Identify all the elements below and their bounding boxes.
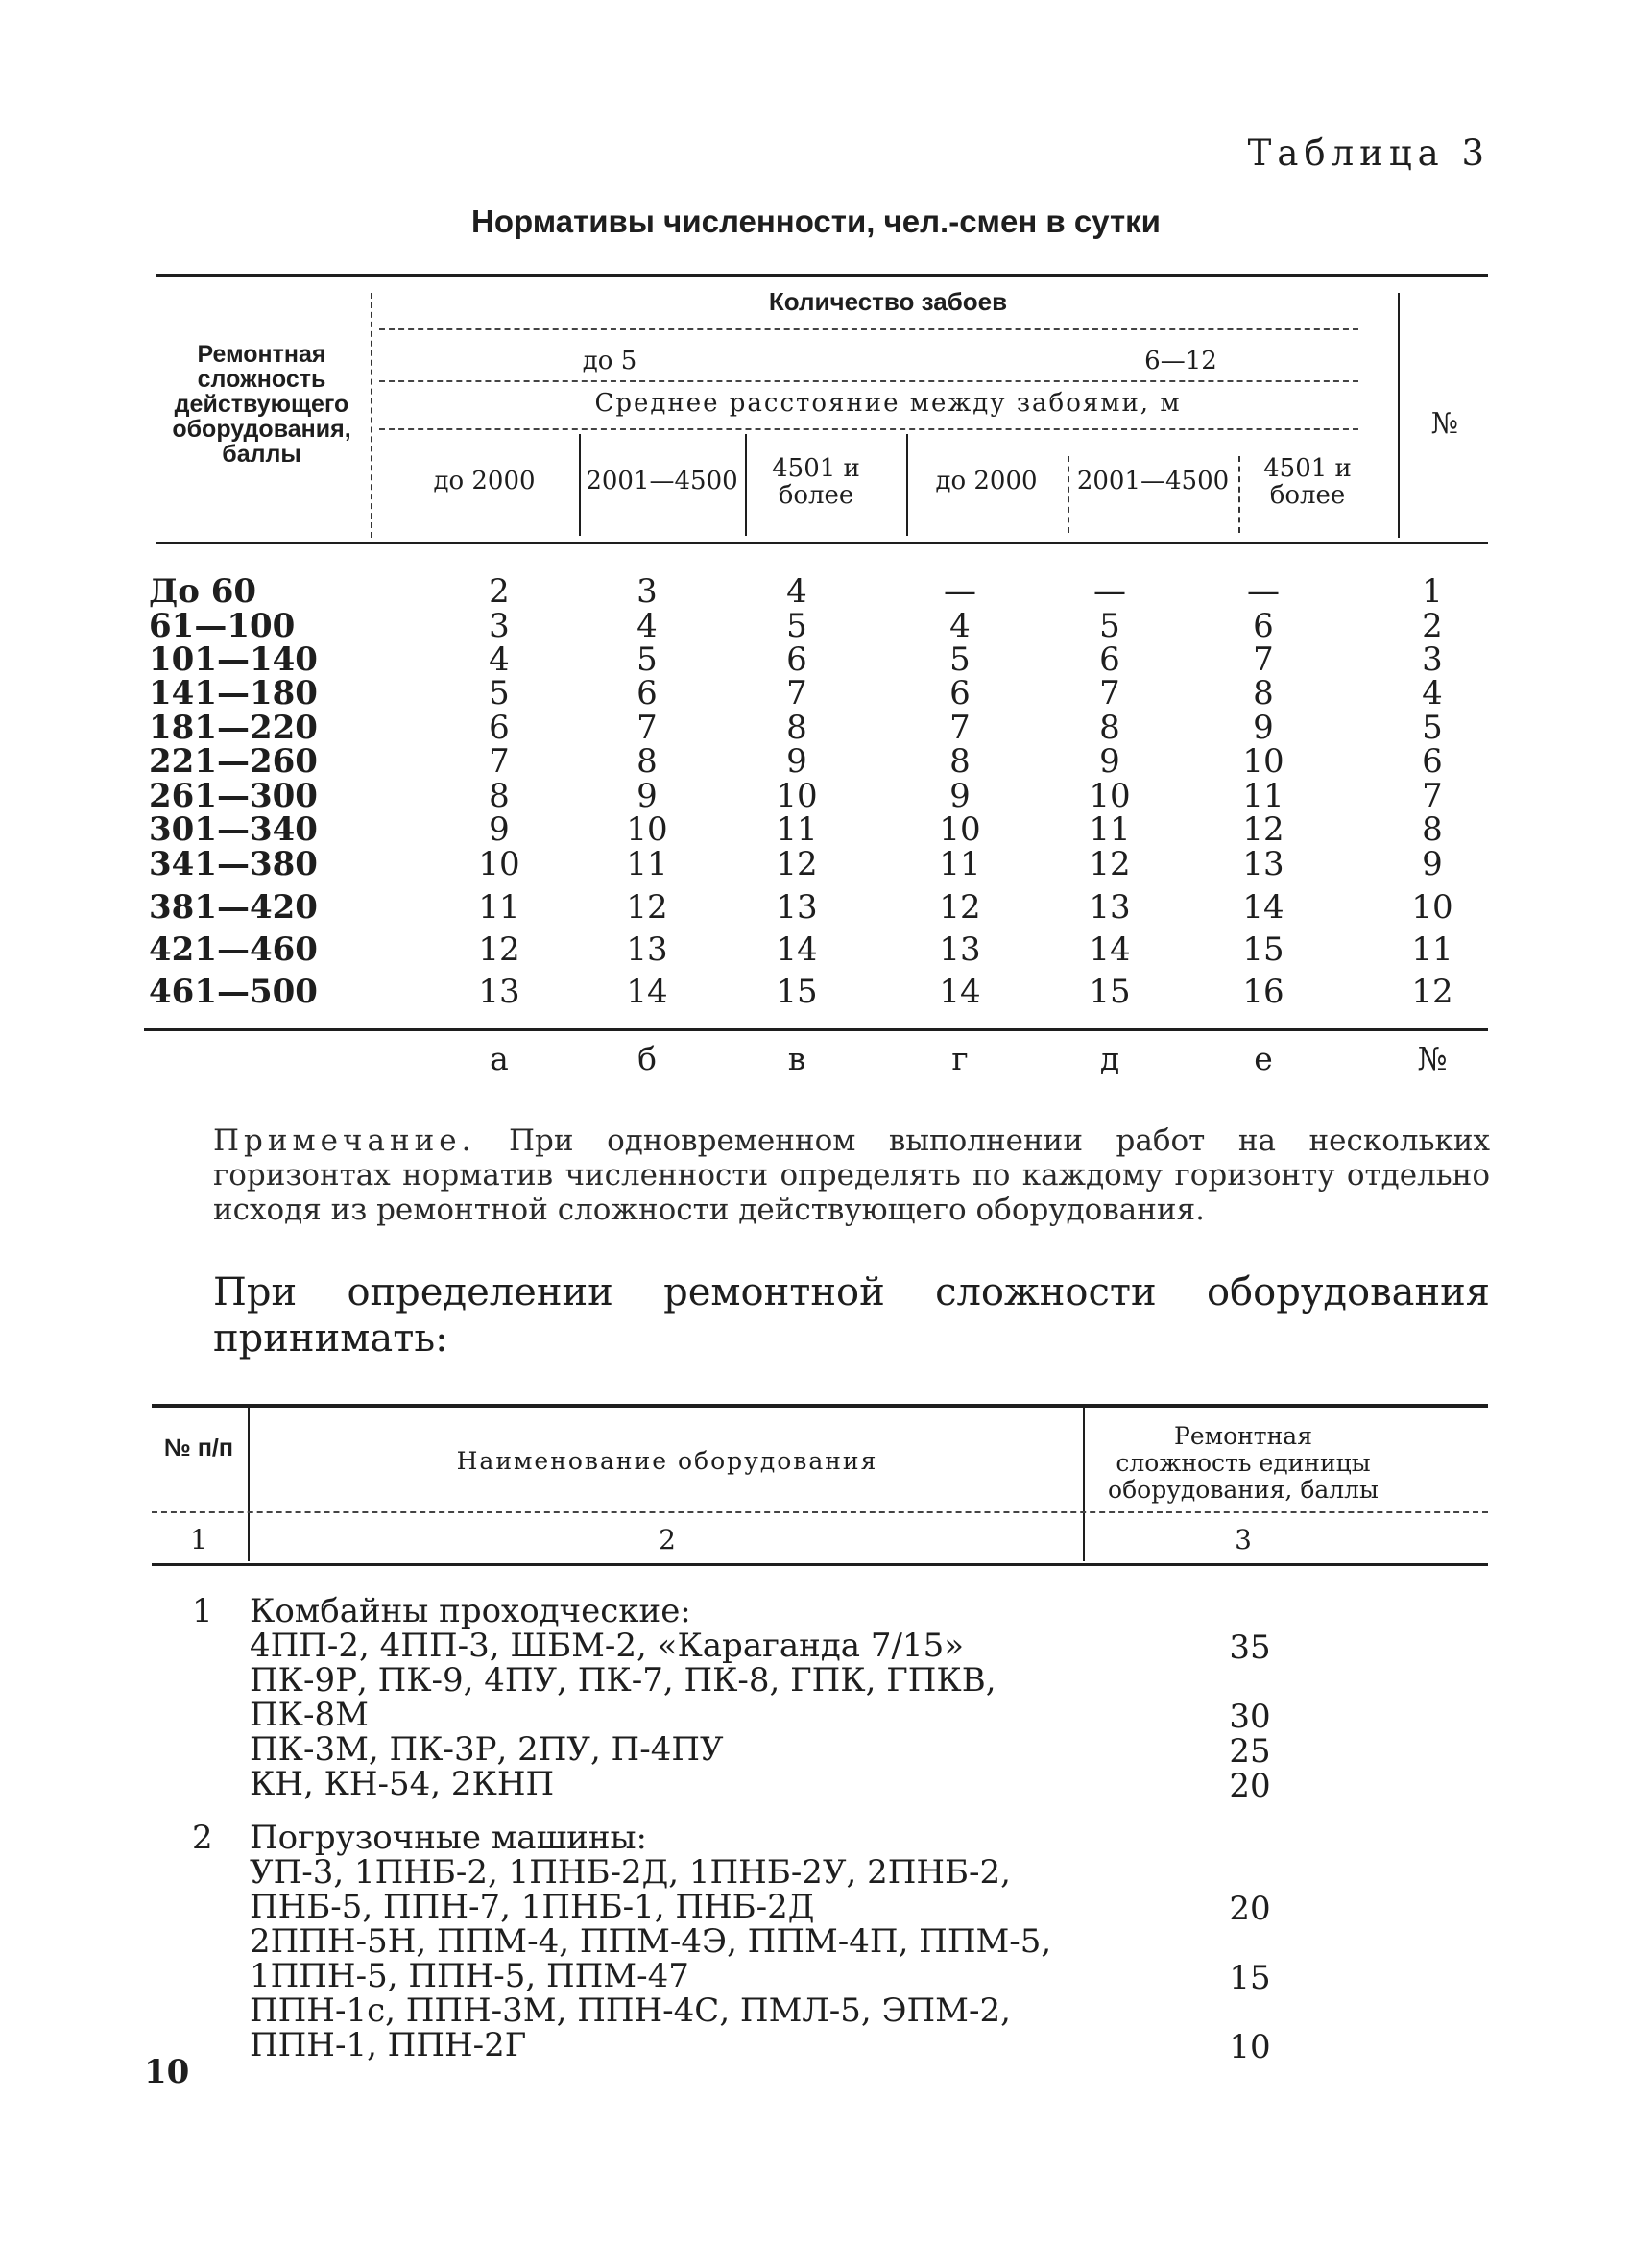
row-label: 381—420 bbox=[149, 888, 318, 927]
complexity-value: 35 bbox=[1229, 1629, 1271, 1667]
cell-b: 13 bbox=[626, 930, 668, 969]
eq-header-complexity: Ремонтная сложность единицы оборудования, баллы bbox=[1108, 1422, 1379, 1504]
cell-e: — bbox=[1247, 572, 1280, 611]
cell-b: 3 bbox=[636, 572, 658, 611]
header-bottom-rule bbox=[156, 542, 1488, 544]
cell-a: 7 bbox=[489, 742, 510, 781]
cell-e: 10 bbox=[1242, 742, 1284, 781]
cell-d: 13 bbox=[1089, 888, 1131, 927]
equipment-line: ПК-8М bbox=[250, 1696, 369, 1734]
eq-header-bottom-rule bbox=[152, 1563, 1488, 1566]
sub-vsep-3 bbox=[906, 434, 908, 536]
cell-g: 6 bbox=[949, 674, 971, 712]
cell-d: — bbox=[1093, 572, 1126, 611]
row-label: 181—220 bbox=[149, 709, 318, 747]
cell-a: 13 bbox=[478, 973, 520, 1011]
table-top-rule bbox=[156, 274, 1488, 277]
header-faces-count: Количество забоев bbox=[768, 287, 1008, 316]
cell-d: 7 bbox=[1099, 674, 1120, 712]
page-number: 10 bbox=[144, 2053, 190, 2091]
footer-col-a: а bbox=[490, 1040, 509, 1077]
footer-col-b: б bbox=[637, 1040, 657, 1077]
equipment-line: ПК-9Р, ПК-9, 4ПУ, ПК-7, ПК-8, ГПК, ГПКВ, bbox=[250, 1661, 996, 1700]
eq-header-number bbox=[156, 1435, 242, 1461]
footer-col-e: е bbox=[1254, 1040, 1273, 1077]
cell-n: 3 bbox=[1422, 640, 1443, 679]
cell-v: 12 bbox=[776, 845, 818, 883]
cell-e: 15 bbox=[1242, 930, 1284, 969]
cell-a: 4 bbox=[489, 640, 510, 679]
cell-d: 5 bbox=[1099, 607, 1120, 645]
cell-v: 8 bbox=[786, 709, 807, 747]
sub-vsep-2 bbox=[745, 434, 747, 536]
cell-g: 11 bbox=[939, 845, 981, 883]
cell-d: 15 bbox=[1089, 973, 1131, 1011]
cell-e: 16 bbox=[1242, 973, 1284, 1011]
cell-b: 6 bbox=[636, 674, 658, 712]
header-vsep-left bbox=[371, 293, 372, 538]
cell-n: 1 bbox=[1422, 572, 1443, 611]
cell-v: 13 bbox=[776, 888, 818, 927]
complexity-value: 30 bbox=[1229, 1698, 1271, 1736]
equipment-line: 4ПП-2, 4ПП-3, ШБМ-2, «Караганда 7/15» bbox=[250, 1627, 964, 1665]
cell-e: 13 bbox=[1242, 845, 1284, 883]
cell-a: 9 bbox=[489, 810, 510, 849]
note-prefix: Примечание. bbox=[213, 1123, 476, 1158]
eq-header-rule bbox=[152, 1511, 1488, 1513]
cell-b: 11 bbox=[626, 845, 668, 883]
cell-e: 7 bbox=[1253, 640, 1274, 679]
cell-e: 11 bbox=[1242, 777, 1284, 815]
equipment-line: ПК-3М, ПК-3Р, 2ПУ, П-4ПУ bbox=[250, 1730, 724, 1769]
sub-header-e: 4501 и более bbox=[1263, 454, 1352, 510]
row-label: 221—260 bbox=[149, 742, 318, 781]
group-title: Погрузочные машины: bbox=[250, 1819, 648, 1857]
cell-a: 11 bbox=[478, 888, 520, 927]
table-title: Нормативы численности, чел.-смен в сутки bbox=[471, 204, 1161, 239]
header-complexity: Ремонтная сложность действующего оборудования, баллы bbox=[172, 341, 351, 468]
cell-v: 5 bbox=[786, 607, 807, 645]
cell-n: 7 bbox=[1422, 777, 1443, 815]
cell-d: 6 bbox=[1099, 640, 1120, 679]
equipment-line: КН, КН-54, 2КНП bbox=[250, 1765, 555, 1803]
cell-v: 4 bbox=[786, 572, 807, 611]
cell-g: 8 bbox=[949, 742, 971, 781]
cell-n: 2 bbox=[1422, 607, 1443, 645]
cell-e: 14 bbox=[1242, 888, 1284, 927]
sub-vsep-5 bbox=[1238, 456, 1240, 533]
footer-col-d: д bbox=[1099, 1040, 1120, 1077]
row-label: 101—140 bbox=[149, 640, 318, 679]
cell-d: 12 bbox=[1089, 845, 1131, 883]
footer-col-number: № bbox=[1417, 1040, 1448, 1077]
equipment-line: ППН-1с, ППН-3М, ППН-4С, ПМЛ-5, ЭПМ-2, bbox=[250, 1991, 1011, 2030]
cell-b: 10 bbox=[626, 810, 668, 849]
cell-a: 10 bbox=[478, 845, 520, 883]
cell-v: 7 bbox=[786, 674, 807, 712]
cell-a: 12 bbox=[478, 930, 520, 969]
cell-v: 9 bbox=[786, 742, 807, 781]
eq-table-top-rule bbox=[152, 1404, 1488, 1408]
complexity-value: 10 bbox=[1229, 2028, 1271, 2066]
header-rule-2 bbox=[379, 380, 1358, 382]
header-avg-distance: Среднее расстояние между забоями, м bbox=[594, 389, 1182, 418]
table-label: Таблица 3 bbox=[1247, 133, 1490, 174]
row-label: 461—500 bbox=[149, 973, 318, 1011]
cell-v: 14 bbox=[776, 930, 818, 969]
eq-header-number-label: № п/п bbox=[164, 1435, 233, 1461]
row-label: 141—180 bbox=[149, 674, 318, 712]
footer-col-v: в bbox=[787, 1040, 806, 1077]
cell-b: 9 bbox=[636, 777, 658, 815]
row-label: 341—380 bbox=[149, 845, 318, 883]
header-number: № bbox=[1430, 407, 1459, 441]
cell-g: 14 bbox=[939, 973, 981, 1011]
complexity-value: 25 bbox=[1229, 1732, 1271, 1771]
cell-g: 12 bbox=[939, 888, 981, 927]
lead-paragraph: При определении ремонтной сложности оборудования принимать: bbox=[213, 1270, 1490, 1361]
cell-e: 12 bbox=[1242, 810, 1284, 849]
cell-n: 9 bbox=[1422, 845, 1443, 883]
cell-e: 6 bbox=[1253, 607, 1274, 645]
cell-n: 8 bbox=[1422, 810, 1443, 849]
cell-b: 4 bbox=[636, 607, 658, 645]
cell-g: 10 bbox=[939, 810, 981, 849]
eq-header-name: Наименование оборудования bbox=[456, 1447, 878, 1475]
equipment-line: ПНБ-5, ППН-7, 1ПНБ-1, ПНБ-2Д bbox=[250, 1888, 815, 1926]
header-rule-1 bbox=[379, 328, 1358, 330]
complexity-value: 15 bbox=[1229, 1959, 1271, 1997]
eq-vsep-2 bbox=[1083, 1408, 1085, 1561]
cell-g: 9 bbox=[949, 777, 971, 815]
cell-b: 5 bbox=[636, 640, 658, 679]
row-label: 261—300 bbox=[149, 777, 318, 815]
header-group-1: до 5 bbox=[582, 347, 637, 375]
footer-col-g: г bbox=[951, 1040, 969, 1077]
cell-n: 11 bbox=[1411, 930, 1453, 969]
sub-header-b: 2001—4500 bbox=[586, 467, 738, 495]
cell-b: 14 bbox=[626, 973, 668, 1011]
eq-header-num-1: 1 bbox=[190, 1524, 207, 1556]
header-group-2: 6—12 bbox=[1144, 347, 1217, 375]
eq-header-num-2: 2 bbox=[659, 1524, 676, 1556]
row-label: 61—100 bbox=[149, 607, 296, 645]
cell-b: 12 bbox=[626, 888, 668, 927]
equipment-line: УП-3, 1ПНБ-2, 1ПНБ-2Д, 1ПНБ-2У, 2ПНБ-2, bbox=[250, 1853, 1011, 1892]
sub-vsep-1 bbox=[579, 434, 581, 536]
cell-a: 5 bbox=[489, 674, 510, 712]
cell-b: 8 bbox=[636, 742, 658, 781]
cell-g: 7 bbox=[949, 709, 971, 747]
cell-d: 10 bbox=[1089, 777, 1131, 815]
eq-vsep-1 bbox=[248, 1408, 250, 1561]
eq-header-num-3: 3 bbox=[1235, 1524, 1252, 1556]
cell-b: 7 bbox=[636, 709, 658, 747]
cell-n: 12 bbox=[1411, 973, 1453, 1011]
cell-n: 4 bbox=[1422, 674, 1443, 712]
row-label: До 60 bbox=[149, 572, 257, 611]
header-rule-3 bbox=[379, 428, 1358, 430]
cell-a: 2 bbox=[489, 572, 510, 611]
cell-v: 15 bbox=[776, 973, 818, 1011]
group-number: 2 bbox=[192, 1819, 213, 1857]
cell-g: 13 bbox=[939, 930, 981, 969]
table-note bbox=[213, 1123, 1490, 1227]
note-text: При одновременном выполнении работ на нескольких горизонтах норматив численности определять по каждому горизонту отдельно исходя из ремонтной сложности действующего оборудования. bbox=[213, 1123, 1490, 1227]
sub-header-a: до 2000 bbox=[433, 467, 536, 495]
cell-n: 6 bbox=[1422, 742, 1443, 781]
group-title: Комбайны проходческие: bbox=[250, 1592, 691, 1630]
equipment-line: ППН-1, ППН-2Г bbox=[250, 2026, 527, 2064]
cell-g: 5 bbox=[949, 640, 971, 679]
cell-g: 4 bbox=[949, 607, 971, 645]
cell-v: 6 bbox=[786, 640, 807, 679]
cell-e: 8 bbox=[1253, 674, 1274, 712]
sub-header-v: 4501 и более bbox=[772, 454, 860, 510]
complexity-value: 20 bbox=[1229, 1767, 1271, 1805]
cell-v: 10 bbox=[776, 777, 818, 815]
cell-n: 5 bbox=[1422, 709, 1443, 747]
cell-g: — bbox=[944, 572, 976, 611]
cell-v: 11 bbox=[776, 810, 818, 849]
sub-header-d: 2001—4500 bbox=[1076, 467, 1230, 495]
cell-d: 8 bbox=[1099, 709, 1120, 747]
cell-a: 3 bbox=[489, 607, 510, 645]
cell-n: 10 bbox=[1411, 888, 1453, 927]
equipment-line: 2ППН-5Н, ППМ-4, ППМ-4Э, ППМ-4П, ППМ-5, bbox=[250, 1922, 1052, 1961]
cell-e: 9 bbox=[1253, 709, 1274, 747]
cell-d: 9 bbox=[1099, 742, 1120, 781]
sub-header-g: до 2000 bbox=[935, 467, 1038, 495]
sub-vsep-4 bbox=[1068, 456, 1069, 533]
cell-d: 11 bbox=[1089, 810, 1131, 849]
cell-a: 8 bbox=[489, 777, 510, 815]
group-number: 1 bbox=[192, 1592, 213, 1630]
equipment-line: 1ППН-5, ППН-5, ППМ-47 bbox=[250, 1957, 689, 1995]
cell-d: 14 bbox=[1089, 930, 1131, 969]
row-label: 421—460 bbox=[149, 930, 318, 969]
cell-a: 6 bbox=[489, 709, 510, 747]
header-vsep-right bbox=[1398, 293, 1400, 538]
complexity-value: 20 bbox=[1229, 1890, 1271, 1928]
row-label: 301—340 bbox=[149, 810, 318, 849]
table-bottom-rule bbox=[144, 1028, 1488, 1031]
